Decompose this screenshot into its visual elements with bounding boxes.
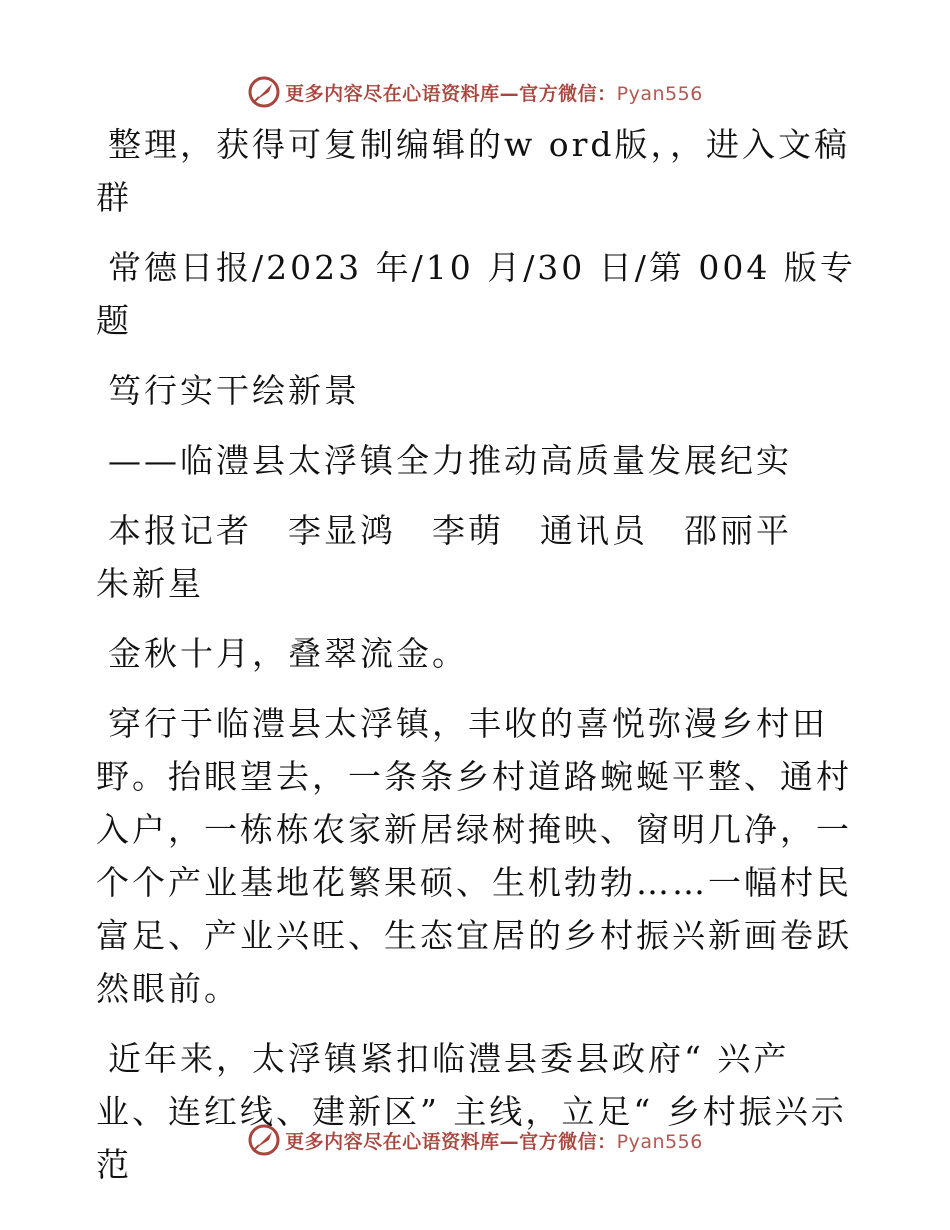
source-line: 常德日报/2023 年/10 月/30 日/第 004 版专题 [96, 248, 856, 340]
document-body [96, 118, 856, 1208]
watermark-text: 更多内容尽在心语资料库—官方微信：Pyan556 [285, 1130, 703, 1153]
body-paragraph: 金秋十月，叠翠流金。 [108, 634, 468, 673]
article-subtitle: ——临澧县太浮镇全力推动高质量发展纪实 [108, 441, 792, 480]
byline: 本报记者 李显鸿 李萌 通讯员 邵丽平 朱新星 [96, 511, 828, 603]
watermark-text: 更多内容尽在心语资料库—官方微信：Pyan556 [285, 82, 703, 105]
quill-circle-icon [247, 1123, 281, 1157]
body-paragraph: 穿行于临澧县太浮镇，丰收的喜悦弥漫乡村田野。抬眼望去，一条条乡村道路蜿蜒平整、通村入户，一栋栋农家新居绿树掩映、窗明几净，一个个产业基地花繁果硕、生机勃勃……一幅村民富足、产业兴旺、生态宜居的乡村振兴新画卷跃然眼前。 [96, 704, 852, 1008]
footer-watermark [0, 1120, 950, 1160]
body-paragraph: 近年来，太浮镇紧扣临澧县委县政府“ 兴产业、连红线、建新区” 主线，立足“ 乡村振兴示范 [96, 1039, 847, 1184]
header-watermark [0, 72, 950, 112]
article-title: 笃行实干绘新景 [108, 371, 360, 410]
intro-note: 整理，获得可复制编辑的w ord版，，进入文稿群 [96, 125, 851, 217]
quill-circle-icon [247, 75, 281, 109]
